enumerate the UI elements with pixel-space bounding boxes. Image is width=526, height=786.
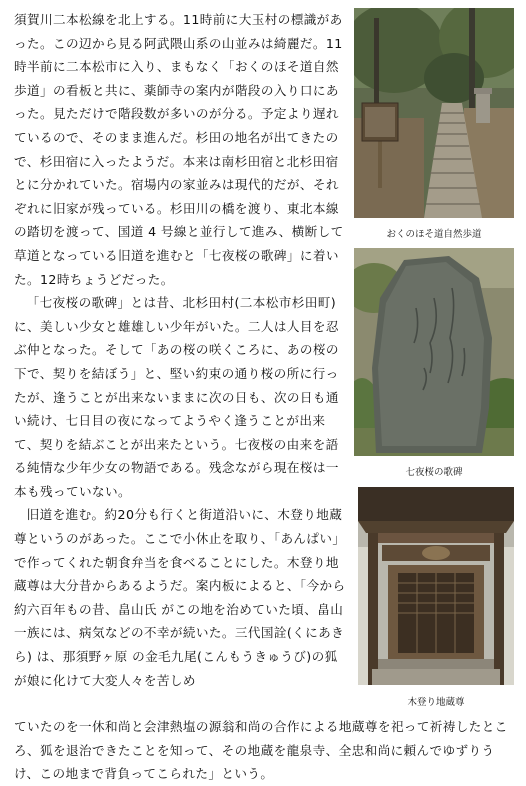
paragraph-1: 須賀川二本松線を北上する。11時前に大玉村の標識があった。この辺から見る阿武隈山系の山並みは綺麗だ。11時半前に二本松市に入り、まもなく「おくのほそ道自然歩道」の看板と共に、薬師寺の案内が階段の入り口にあった。見ただけで階段数が多いのが分る。予定より遅れているので、そのまま進んだ。杉田の地名が出てきたので、杉田宿に入ったようだ。本来は南杉田宿と北杉田宿とに分かれていた。宿場内の家並みは現代的だが、それぞれに旧家が残っている。杉田川の橋を渡り、東北本線の踏切を渡って、国道 4 号線と並行して進み、横断して草道となっている旧道を進むと「七夜桜の歌碑」に着いた。12時ちょうどだった。: [14, 12, 344, 287]
article-body-full-width: [14, 715, 514, 786]
article-body-column: [14, 8, 348, 692]
photo-wooden-shrine: [358, 487, 514, 685]
photo-caption-stairway: おくのほそ道自然歩道: [386, 229, 482, 240]
paragraph-3-continued: ていたのを一休和尚と会津熱塩の源翁和尚の合作による地蔵尊を祀って祈祷したところ、狐を退治できたことを知って、その地蔵を龍泉寺、全忠和尚に頼んでゆずりうけ、この地まで背負ってこられた」という。: [14, 719, 508, 782]
photo-stone-stairway: [354, 8, 514, 218]
paragraph-2: 「七夜桜の歌碑」とは昔、北杉田村(二本松市杉田町)に、美しい少女と雄雄しい少年がいた。二人は人目を忍ぶ仲となった。そして「あの桜の咲くころに、あの桜の下で、契りを結ぼう」と、堅い約束の通り桜の所に行ったが、逢うことが出来ないままに次の日も、次の日も通い続け、七日目の夜になってようやく逢うことが出来て、契りを結ぶことが出来たという。七夜桜の由来を語る純情な少年少女の物語である。残念ながら現在桜は一本も残っていない。: [14, 295, 339, 499]
photo-caption-shrine: 木登り地蔵尊: [407, 697, 465, 708]
photo-caption-monument: 七夜桜の歌碑: [405, 467, 463, 478]
photo-stone-monument: [354, 248, 514, 456]
paragraph-3: 旧道を進む。約20分も行くと街道沿いに、木登り地蔵尊というのがあった。ここで小休止を取り、「あんぱい」で作ってくれた朝食弁当を食べることにした。木登り地蔵尊は大分昔からあるようだ。案内板によると、「今から約六百年もの昔、畠山氏 がこの地を治めていた頃、畠山一族には、病気などの不幸が続いた。三代国詮(くにあきら) は、那須野ヶ原 の金毛九尾(こんもうきゅうび)の狐が娘に化けて大変人々を苦しめ: [14, 507, 346, 688]
